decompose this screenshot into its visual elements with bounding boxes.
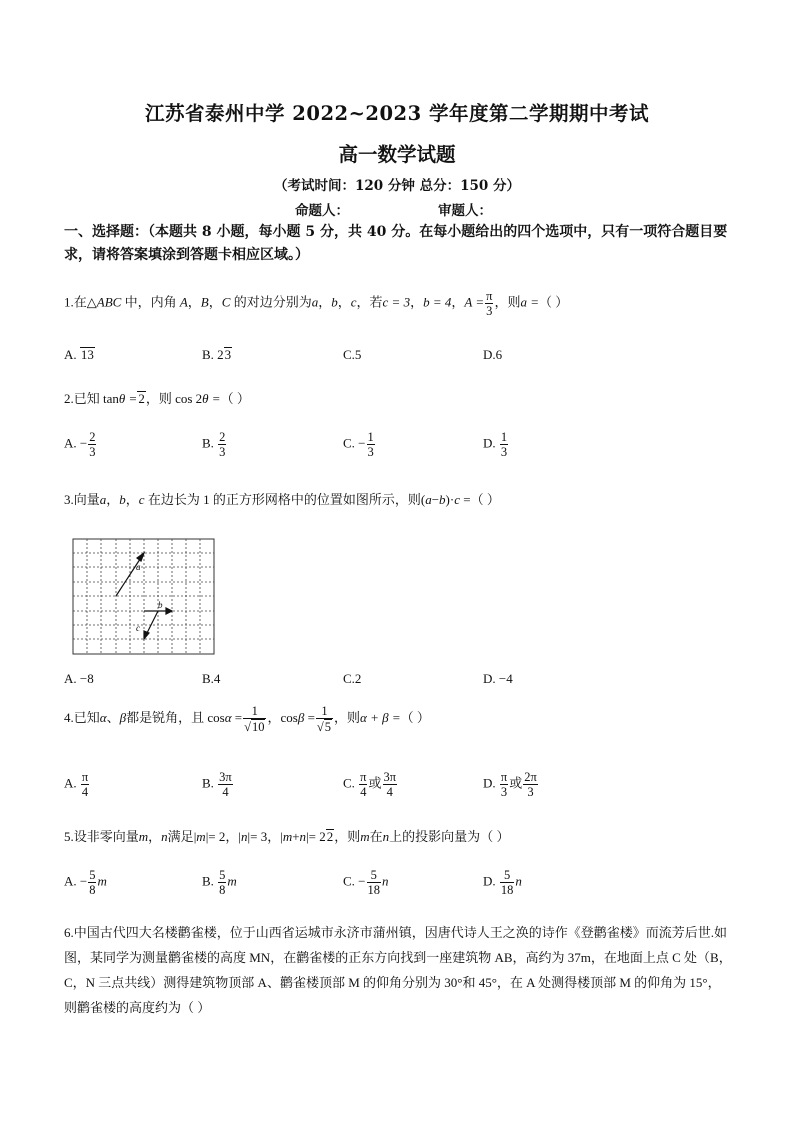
question-2: 2.已知 tanθ =2，则 cos 2θ =（ ） [64, 391, 250, 406]
q3-option-b[interactable]: B.4 [202, 671, 221, 686]
reviewer-label: 审题人： [438, 203, 492, 219]
vector-a-head [137, 553, 144, 561]
section-heading: 一、选择题：（本题共 8 小题，每小题 5 分，共 40 分。在每小题给出的四个选项中，只有一项符合题目要求，请将答案填涂到答题卡相应区域。） [64, 224, 728, 263]
vector-a-label: a [136, 562, 141, 572]
q1-option-a[interactable]: A. 13 [64, 347, 94, 362]
vector-c-label: c [136, 623, 140, 633]
q3-option-d[interactable]: D. −4 [483, 671, 513, 686]
q4-option-c[interactable]: C. $\frac{\pi}{4}$ 或 $\frac{3\pi}{4}$ [343, 770, 397, 799]
exam-title: 江苏省泰州中学 2022~2023 学年度第二学期期中考试 [145, 102, 649, 125]
q5-option-d[interactable]: D. $\frac{5}{18}$ n [483, 868, 522, 897]
question-4: 4.已知α、β都是锐角，且 cosα = $\frac{1}{√10}$ ，cosβ = $\frac{1}{√5}$ ，则α + β =（ ） [64, 704, 430, 734]
question-1: 1.在△ABC 中，内角 A，B，C 的对边分别为a，b，c，若c = 3，b = 4，A = $\frac{\pi}{3}$ ，则a =（ ） [64, 289, 569, 318]
q4-option-b[interactable]: B. $\frac{3\pi}{4}$ [202, 770, 232, 799]
q3-option-a[interactable]: A. −8 [64, 671, 94, 686]
vector-b-label: b [158, 600, 163, 610]
q1-option-b[interactable]: B. 23 [202, 347, 232, 362]
q2-option-a[interactable]: A. − $\frac{2}{3}$ [64, 430, 96, 459]
q4-option-a[interactable]: A. $\frac{\pi}{4}$ [64, 770, 89, 799]
q4-option-d[interactable]: D. $\frac{\pi}{3}$ 或 $\frac{2\pi}{3}$ [483, 770, 537, 799]
question-3: 3.向量a，b，c 在边长为 1 的正方形网格中的位置如图所示，则(a−b)·c =（ ） [64, 492, 500, 507]
q5-option-a[interactable]: A. − $\frac{5}{8}$ m [64, 868, 107, 897]
q5-option-b[interactable]: B. $\frac{5}{8}$ m [202, 868, 237, 897]
vector-c-head [144, 631, 149, 639]
question-5: 5.设非零向量m，n满足|m|= 2，|n|= 3，|m+n|= 22，则m在n上的投影向量为（ ） [64, 829, 510, 844]
q5-option-c[interactable]: C. − $\frac{5}{18}$ n [343, 868, 389, 897]
vector-grid-figure [72, 538, 216, 656]
q2-option-b[interactable]: B. $\frac{2}{3}$ [202, 430, 226, 459]
exam-subtitle: 高一数学试题 [338, 143, 456, 166]
question-6: 6.中国古代四大名楼鹳雀楼，位于山西省运城市永济市蒲州镇，因唐代诗人王之涣的诗作《登鹳雀楼》而流芳后世.如图，某同学为测量鹳雀楼的高度 MN，在鹳雀楼的正东方向找到一座建筑物 AB，高约为 37m，在地面上点 C 处（B，C，N 三点共线）测得建筑物顶部 A、鹳雀楼顶部 M 的仰角分别为 30°和 45°，在 A 处测得楼顶部 M 的仰角为 15°，则鹳雀楼的高度约为（ ） [64, 925, 732, 1015]
q1-option-d[interactable]: D.6 [483, 347, 503, 362]
exam-info: （考试时间：120 分钟 总分：150 分） [274, 178, 520, 194]
q1-option-c[interactable]: C.5 [343, 347, 362, 362]
setter-label: 命题人： [295, 203, 349, 219]
q2-option-c[interactable]: C. − $\frac{1}{3}$ [343, 430, 374, 459]
vector-b-head [166, 608, 172, 614]
q3-option-c[interactable]: C.2 [343, 671, 362, 686]
q2-option-d[interactable]: D. $\frac{1}{3}$ [483, 430, 508, 459]
